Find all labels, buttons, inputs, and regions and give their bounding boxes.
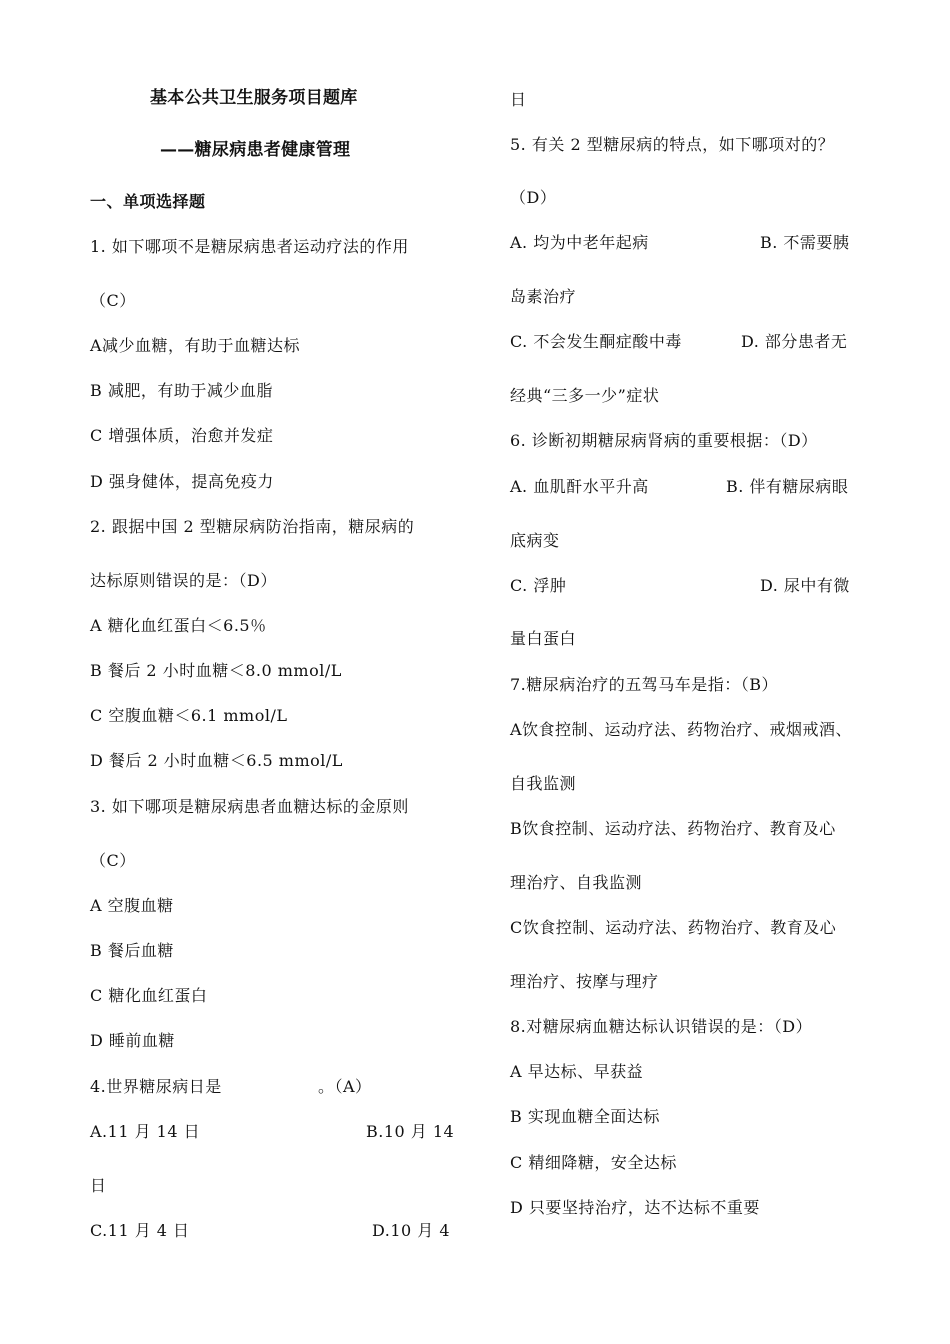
q1-option-b: B 减肥，有助于减少血脂 (90, 381, 273, 400)
q6-option-d: D. 尿中有微 (760, 576, 850, 595)
q2-option-c: C 空腹血糖＜6.1 mmol/L (90, 706, 288, 725)
q5-text: 5. 有关 2 型糖尿病的特点，如下哪项对的？ (510, 135, 835, 154)
q7-option-b: B饮食控制、运动疗法、药物治疗、教育及心 (510, 819, 836, 838)
q4-option-b-cont: 日 (90, 1176, 107, 1195)
q2-option-b: B 餐后 2 小时血糖＜8.0 mmol/L (90, 661, 342, 680)
q2-option-d: D 餐后 2 小时血糖＜6.5 mmol/L (90, 751, 343, 770)
q7-text: 7.糖尿病治疗的五驾马车是指：（B） (510, 675, 779, 694)
section-heading: 一、单项选择题 (90, 192, 206, 211)
q6-option-b: B. 伴有糖尿病眼 (726, 477, 849, 496)
q3-text: 3. 如下哪项是糖尿病患者血糖达标的金原则 (90, 797, 409, 816)
q4-option-d: D.10 月 4 (372, 1221, 451, 1240)
q1-answer: （C） (90, 291, 136, 310)
q4-option-a: A.11 月 14 日 (90, 1122, 201, 1141)
q5-option-b-cont: 岛素治疗 (510, 287, 577, 306)
q6-option-c: C. 浮肿 (510, 576, 567, 595)
q4-text: 4.世界糖尿病日是 (90, 1077, 222, 1096)
q7-option-a: A饮食控制、运动疗法、药物治疗、戒烟戒酒、 (510, 720, 853, 739)
q6-text: 6. 诊断初期糖尿病肾病的重要根据：（D） (510, 431, 818, 450)
q8-option-b: B 实现血糖全面达标 (510, 1107, 660, 1126)
q5-option-d-cont: 经典“三多一少”症状 (510, 386, 660, 405)
q3-option-c: C 糖化血红蛋白 (90, 986, 208, 1005)
q7-option-c: C饮食控制、运动疗法、药物治疗、教育及心 (510, 918, 837, 937)
q5-option-b: B. 不需要胰 (760, 233, 850, 252)
q5-option-a: A. 均为中老年起病 (510, 233, 649, 252)
q4-option-b: B.10 月 14 (366, 1122, 455, 1141)
q8-option-c: C 精细降糖，安全达标 (510, 1153, 677, 1172)
q8-option-a: A 早达标、早获益 (510, 1062, 644, 1081)
q7-option-a-cont: 自我监测 (510, 774, 577, 793)
q2-option-a: A 糖化血红蛋白＜6.5％ (90, 616, 267, 635)
doc-subtitle: ——糖尿病患者健康管理 (160, 140, 351, 160)
q1-option-c: C 增强体质，治愈并发症 (90, 426, 274, 445)
q4-option-d-cont: 日 (510, 90, 527, 109)
q8-text: 8.对糖尿病血糖达标认识错误的是：（D） (510, 1017, 813, 1036)
q5-option-c: C. 不会发生酮症酸中毒 (510, 332, 682, 351)
q5-answer: （D） (510, 188, 557, 207)
q6-option-d-cont: 量白蛋白 (510, 629, 577, 648)
q2-text-cont: 达标原则错误的是：（D） (90, 571, 277, 590)
q1-option-a: A减少血糖，有助于血糖达标 (90, 336, 301, 355)
q4-option-c: C.11 月 4 日 (90, 1221, 190, 1240)
q5-option-d: D. 部分患者无 (741, 332, 848, 351)
q7-option-c-cont: 理治疗、按摩与理疗 (510, 972, 659, 991)
q7-option-b-cont: 理治疗、自我监测 (510, 873, 643, 892)
q1-text: 1. 如下哪项不是糖尿病患者运动疗法的作用 (90, 237, 409, 256)
q4-answer: 。（A） (318, 1077, 372, 1096)
q6-option-b-cont: 底病变 (510, 531, 560, 550)
q2-text: 2. 跟据中国 2 型糖尿病防治指南，糖尿病的 (90, 517, 415, 536)
q3-option-b: B 餐后血糖 (90, 941, 174, 960)
q3-option-a: A 空腹血糖 (90, 896, 174, 915)
doc-title: 基本公共卫生服务项目题库 (150, 88, 358, 108)
q3-option-d: D 睡前血糖 (90, 1031, 175, 1050)
q1-option-d: D 强身健体，提高免疫力 (90, 472, 274, 491)
q6-option-a: A. 血肌酐水平升高 (510, 477, 649, 496)
q8-option-d: D 只要坚持治疗，达不达标不重要 (510, 1198, 760, 1217)
q3-answer: （C） (90, 851, 136, 870)
